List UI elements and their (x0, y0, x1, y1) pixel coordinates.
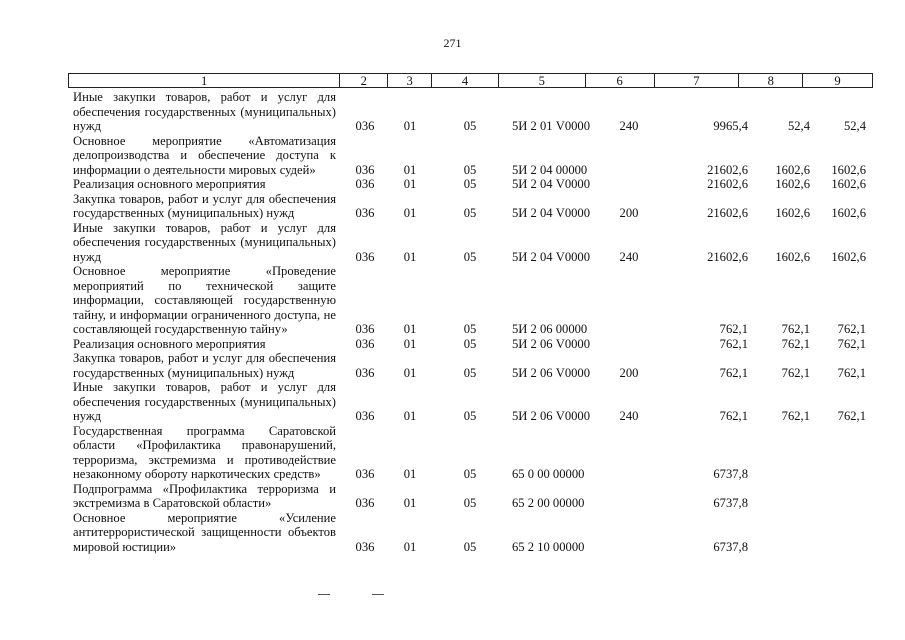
cell-c4: 05 (463, 467, 477, 481)
cell-c6: 240 (619, 249, 639, 264)
cell-c7: 6737,8 (713, 496, 748, 510)
cell-c2: 036 (355, 119, 375, 133)
cell-c9: 762,1 (837, 365, 866, 380)
row-description: Реализация основного мероприятия (73, 177, 266, 191)
table-row (0, 424, 905, 482)
row-description: Иные закупки товаров, работ и услуг для обеспечения государственных (муниципальных) нужд (73, 220, 336, 264)
cell-c5: 65 2 10 00000 (512, 539, 585, 554)
header-col-8: 8 (739, 74, 803, 87)
header-col-3: 3 (388, 74, 432, 87)
cell-c3: 01 (403, 162, 417, 177)
row-description: Закупка товаров, работ и услуг для обеспечения государственных (муниципальных) нужд (73, 191, 336, 220)
row-description: Иные закупки товаров, работ и услуг для обеспечения государственных (муниципальных) нужд (73, 380, 336, 423)
cell-c2: 036 (355, 206, 375, 220)
table-row (0, 511, 905, 555)
cell-c7: 762,1 (719, 336, 748, 351)
table-row (0, 337, 905, 352)
cell-c9: 1602,6 (831, 177, 866, 191)
cell-c3: 01 (403, 539, 417, 554)
cell-c5: 5И 2 04 V0000 (512, 206, 591, 220)
cell-c9: 762,1 (837, 409, 866, 423)
cell-c2: 036 (355, 409, 375, 423)
table-row (0, 482, 905, 511)
cell-c9: 762,1 (837, 336, 866, 351)
cell-c5: 5И 2 06 00000 (512, 322, 588, 336)
table-body (0, 90, 905, 554)
cell-c5: 5И 2 01 V0000 (512, 119, 591, 133)
cell-c7: 762,1 (719, 409, 748, 423)
cell-c2: 036 (355, 322, 375, 336)
cell-c7: 6737,8 (713, 539, 748, 554)
cell-c4: 05 (463, 496, 477, 510)
cell-c7: 21602,6 (707, 177, 748, 191)
cell-c8: 1602,6 (775, 162, 810, 177)
cell-c4: 05 (463, 206, 477, 220)
cell-c2: 036 (355, 249, 375, 264)
cell-c6: 200 (619, 365, 639, 380)
row-description: Основное мероприятие «Усиление антитеррористической защищенности объектов мировой юстиции» (73, 510, 336, 554)
cell-c6: 240 (619, 409, 639, 423)
row-description: Иные закупки товаров, работ и услуг для обеспечения государственных (муниципальных) нужд (73, 90, 336, 133)
cell-c7: 6737,8 (713, 467, 748, 481)
scan-mark (318, 594, 330, 595)
cell-c4: 05 (463, 409, 477, 423)
table-row (0, 90, 905, 134)
cell-c7: 762,1 (719, 365, 748, 380)
cell-c2: 036 (355, 539, 375, 554)
cell-c7: 21602,6 (707, 249, 748, 264)
header-col-9: 9 (834, 74, 841, 88)
page-number: 271 (443, 36, 462, 50)
cell-c4: 05 (463, 322, 477, 336)
row-description: Основное мероприятие «Автоматизация делопроизводства и обеспечение доступа к информации о деятельности мировых судей» (73, 133, 336, 177)
cell-c3: 01 (403, 409, 417, 423)
cell-c2: 036 (355, 496, 375, 510)
cell-c3: 01 (403, 365, 417, 380)
row-description: Закупка товаров, работ и услуг для обеспечения государственных (муниципальных) нужд (73, 351, 336, 380)
cell-c5: 65 0 00 00000 (512, 467, 585, 481)
cell-c6: 240 (619, 119, 639, 133)
cell-c5: 5И 2 06 V0000 (512, 336, 591, 351)
cell-c4: 05 (463, 177, 477, 191)
cell-c5: 5И 2 06 V0000 (512, 365, 591, 380)
cell-c2: 036 (355, 162, 375, 177)
row-description: Подпрограмма «Профилактика терроризма и экстремизма в Саратовской области» (73, 481, 336, 510)
cell-c2: 036 (355, 336, 375, 351)
row-description: Реализация основного мероприятия (73, 336, 266, 351)
header-col-2: 2 (340, 74, 388, 87)
header-col-1: 1 (69, 74, 340, 87)
cell-c7: 9965,4 (713, 119, 748, 133)
cell-c2: 036 (355, 177, 375, 191)
cell-c5: 65 2 00 00000 (512, 496, 585, 510)
table-row (0, 351, 905, 380)
cell-c3: 01 (403, 322, 417, 336)
cell-c6: 200 (619, 206, 639, 220)
table-row (0, 264, 905, 337)
table-row (0, 221, 905, 265)
cell-c9: 1602,6 (831, 249, 866, 264)
cell-c7: 21602,6 (707, 206, 748, 220)
cell-c3: 01 (403, 177, 417, 191)
cell-c3: 01 (403, 249, 417, 264)
scan-mark (372, 594, 384, 595)
cell-c9: 1602,6 (831, 162, 866, 177)
cell-c3: 01 (403, 336, 417, 351)
cell-c2: 036 (355, 467, 375, 481)
cell-c9: 1602,6 (831, 206, 866, 220)
cell-c5: 5И 2 04 V0000 (512, 249, 591, 264)
cell-c4: 05 (463, 119, 477, 133)
cell-c4: 05 (463, 162, 477, 177)
row-description: Основное мероприятие «Проведение мероприятий по технической защите информации, составляющей государственную тайну, и информации ограниченного доступа, не составляющей государственную тайну» (73, 264, 336, 336)
cell-c2: 036 (355, 365, 375, 380)
cell-c4: 05 (463, 539, 477, 554)
cell-c4: 05 (463, 249, 477, 264)
cell-c4: 05 (463, 336, 477, 351)
cell-c7: 21602,6 (707, 162, 748, 177)
table-row (0, 192, 905, 221)
cell-c7: 762,1 (719, 322, 748, 336)
cell-c5: 5И 2 06 V0000 (512, 409, 591, 423)
cell-c8: 762,1 (781, 322, 810, 336)
cell-c3: 01 (403, 119, 417, 133)
cell-c9: 52,4 (843, 119, 866, 133)
cell-c9: 762,1 (837, 322, 866, 336)
header-col-7: 7 (655, 74, 740, 87)
cell-c8: 1602,6 (775, 249, 810, 264)
table-row (0, 134, 905, 178)
cell-c8: 762,1 (781, 336, 810, 351)
cell-c3: 01 (403, 496, 417, 510)
header-col-4: 4 (432, 74, 499, 87)
header-col-6: 6 (586, 74, 655, 87)
cell-c8: 1602,6 (775, 206, 810, 220)
table-header (68, 73, 873, 88)
header-col-5: 5 (499, 74, 586, 87)
cell-c8: 762,1 (781, 365, 810, 380)
table-row (0, 380, 905, 424)
row-description: Государственная программа Саратовской области «Профилактика правонарушений, терроризма, экстремизма и противодействие незаконному обороту наркотических средств» (73, 423, 336, 481)
cell-c8: 1602,6 (775, 177, 810, 191)
cell-c5: 5И 2 04 00000 (512, 162, 588, 177)
cell-c8: 52,4 (787, 119, 810, 133)
table-row (0, 177, 905, 192)
cell-c8: 762,1 (781, 409, 810, 423)
cell-c3: 01 (403, 467, 417, 481)
cell-c3: 01 (403, 206, 417, 220)
cell-c5: 5И 2 04 V0000 (512, 177, 591, 191)
cell-c4: 05 (463, 365, 477, 380)
